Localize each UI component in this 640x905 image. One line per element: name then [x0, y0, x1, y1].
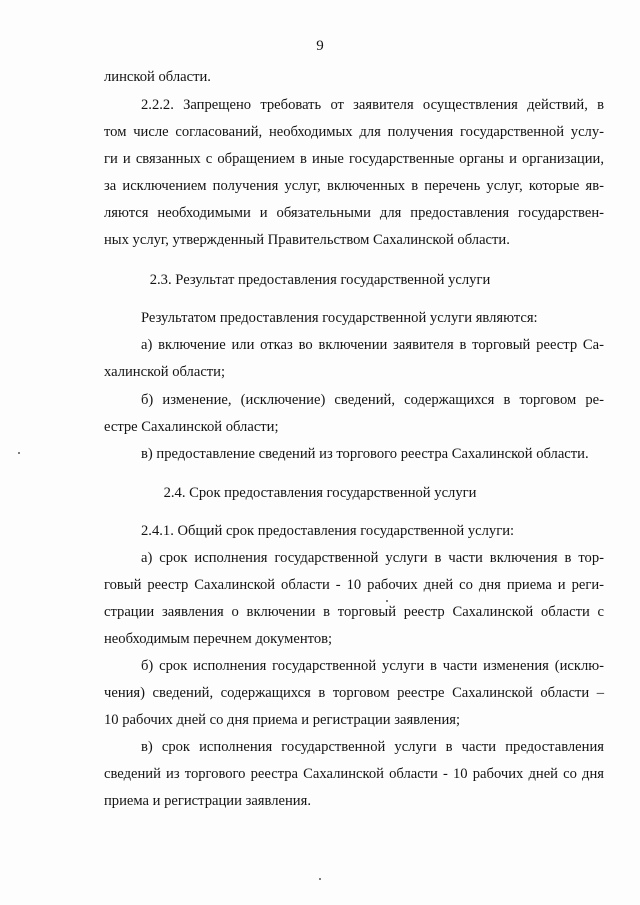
term-item-a-line-3: страции заявления о включении в торговый реестр Сахалинской области с [104, 604, 604, 620]
term-item-v-line-3: приема и регистрации заявления. [104, 793, 311, 809]
page-number: 9 [316, 38, 324, 54]
term-item-v-line-1: в) срок исполнения государственной услуги в части предоставления [141, 739, 604, 755]
term-item-b-line-2: чения) сведений, содержащихся в торговом реестре Сахалинской области – [104, 685, 604, 701]
result-item-b-line-1: б) изменение, (исключение) сведений, содержащихся в торговом ре- [141, 392, 604, 408]
paragraph-2-2-2-line-1: 2.2.2. Запрещено требовать от заявителя осуществления действий, в [141, 97, 604, 113]
term-item-b-line-1: б) срок исполнения государственной услуги в части изменения (исклю- [141, 658, 604, 674]
term-item-a-line-2: говый реестр Сахалинской области - 10 рабочих дней со дня приема и реги- [104, 577, 604, 593]
term-item-b-line-3: 10 рабочих дней со дня приема и регистрации заявления; [104, 712, 461, 728]
result-item-a-line-1: а) включение или отказ во включении заявителя в торговый реестр Са- [141, 337, 604, 353]
scan-speck [386, 600, 388, 602]
section-heading-2-3: 2.3. Результат предоставления государственной услуги [149, 272, 491, 288]
paragraph-2-2-2-line-6: ных услуг, утвержденный Правительством Сахалинской области. [104, 232, 510, 248]
term-item-v-line-2: сведений из торгового реестра Сахалинской области - 10 рабочих дней со дня [104, 766, 604, 782]
section-heading-2-4: 2.4. Срок предоставления государственной услуги [163, 485, 477, 501]
paragraph-2-2-2-line-2: том числе согласований, необходимых для получения государственной услу- [104, 124, 604, 140]
paragraph-2-2-2-line-5: ляются необходимыми и обязательными для предоставления государствен- [104, 205, 604, 221]
result-item-b-line-2: естре Сахалинской области; [104, 419, 279, 435]
result-intro: Результатом предоставления государственной услуги являются: [141, 310, 538, 326]
paragraph-continuation: линской области. [104, 69, 211, 85]
paragraph-2-2-2-line-4: за исключением получения услуг, включенных в перечень услуг, которые яв- [104, 178, 604, 194]
term-item-a-line-1: а) срок исполнения государственной услуги в части включения в тор- [141, 550, 604, 566]
result-item-a-line-2: халинской области; [104, 364, 226, 380]
term-item-a-line-4: необходимым перечнем документов; [104, 631, 333, 647]
scan-speck [319, 878, 321, 880]
scan-speck [18, 452, 20, 454]
paragraph-2-2-2-line-3: ги и связанных с обращением в иные государственные органы и организации, [104, 151, 604, 167]
result-item-v-line-1: в) предоставление сведений из торгового реестра Сахалинской области. [141, 446, 589, 462]
term-intro: 2.4.1. Общий срок предоставления государственной услуги: [141, 523, 515, 539]
